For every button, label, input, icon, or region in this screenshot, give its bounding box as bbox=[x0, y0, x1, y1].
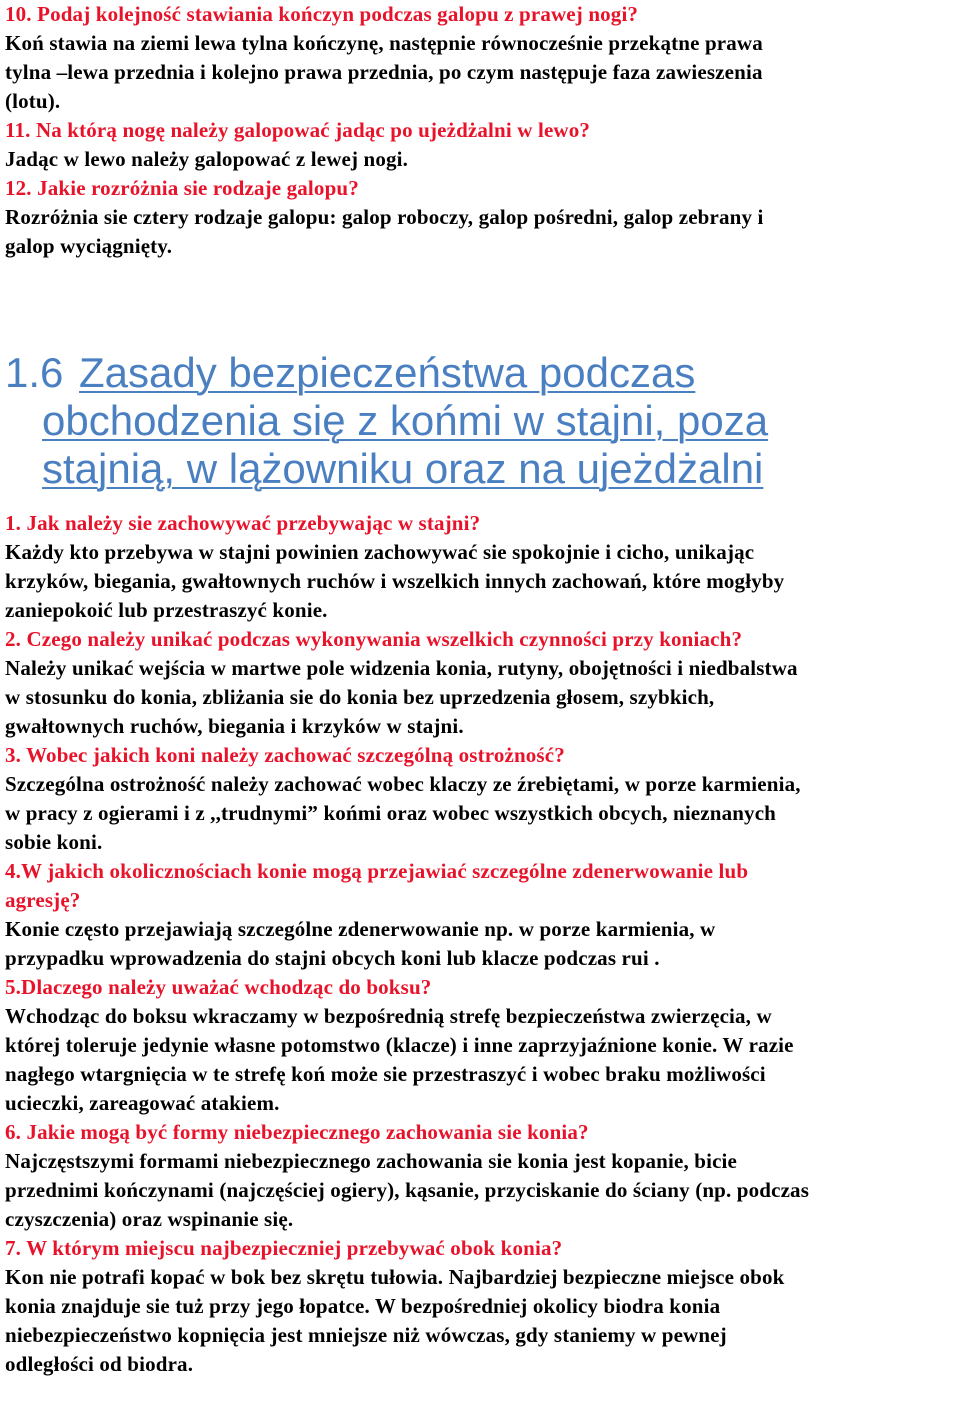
question-line: 5.Dlaczego należy uważać wchodząc do boksu? bbox=[5, 975, 432, 999]
section-heading bbox=[5, 349, 957, 493]
answer-line: Wchodząc do boksu wkraczamy w bezpośrednią strefę bezpieczeństwa zwierzęcia, w bbox=[5, 1004, 772, 1028]
answer-line: niebezpieczeństwo kopnięcia jest mniejsze niż wówczas, gdy staniemy w pewnej bbox=[5, 1323, 727, 1347]
answer-line: galop wyciągnięty. bbox=[5, 234, 173, 258]
qa-block-safety bbox=[5, 509, 957, 1379]
qa-block-galop bbox=[5, 0, 957, 261]
question-line: 1. Jak należy sie zachowywać przebywając w stajni? bbox=[5, 511, 481, 535]
section-title-part-1: Zasady bezpieczeństwa podczas bbox=[79, 349, 696, 396]
section-title-part-2: obchodzenia się z końmi w stajni, poza bbox=[42, 397, 769, 444]
question-line: 7. W którym miejscu najbezpieczniej przebywać obok konia? bbox=[5, 1236, 563, 1260]
answer-line: gwałtownych ruchów, biegania i krzyków w stajni. bbox=[5, 714, 464, 738]
section-heading-line-3 bbox=[5, 445, 957, 493]
answer-line: Szczególna ostrożność należy zachować wobec klaczy ze źrebiętami, w porze karmienia, bbox=[5, 772, 801, 796]
question-line: 6. Jakie mogą być formy niebezpiecznego zachowania sie konia? bbox=[5, 1120, 589, 1144]
question-line: 2. Czego należy unikać podczas wykonywania wszelkich czynności przy koniach? bbox=[5, 627, 743, 651]
question-line: agresję? bbox=[5, 888, 81, 912]
section-heading-line-1 bbox=[5, 349, 957, 397]
answer-line: ucieczki, zareagować atakiem. bbox=[5, 1091, 280, 1115]
section-heading-line-2 bbox=[5, 397, 957, 445]
answer-line: nagłego wtargnięcia w te strefę koń może sie przestraszyć i wobec braku możliwości bbox=[5, 1062, 766, 1086]
answer-line: przednimi kończynami (najczęściej ogiery), kąsanie, przyciskanie do ściany (np. podczas bbox=[5, 1178, 810, 1202]
answer-line: czyszczenia) oraz wspinanie się. bbox=[5, 1207, 294, 1231]
answer-line: Konie często przejawiają szczególne zdenerwowanie np. w porze karmienia, w bbox=[5, 917, 716, 941]
answer-line: Koń stawia na ziemi lewa tylna kończynę, następnie równocześnie przekątne prawa bbox=[5, 31, 763, 55]
answer-line: przypadku wprowadzenia do stajni obcych koni lub klacze podczas rui . bbox=[5, 946, 660, 970]
section-title-part-3: stajnią, w lążowniku oraz na ujeżdżalni bbox=[42, 445, 764, 492]
answer-line: Najczęstszymi formami niebezpiecznego zachowania sie konia jest kopanie, bicie bbox=[5, 1149, 738, 1173]
section-gap bbox=[5, 261, 957, 339]
answer-line: konia znajduje sie tuż przy jego łopatce. W bezpośredniej okolicy biodra konia bbox=[5, 1294, 721, 1318]
question-line: 3. Wobec jakich koni należy zachować szczególną ostrożność? bbox=[5, 743, 565, 767]
answer-line: Należy unikać wejścia w martwe pole widzenia konia, rutyny, obojętności i niedbalstwa bbox=[5, 656, 798, 680]
document-page bbox=[5, 0, 957, 1379]
answer-line: zaniepokoić lub przestraszyć konie. bbox=[5, 598, 328, 622]
answer-line: Każdy kto przebywa w stajni powinien zachowywać sie spokojnie i cicho, unikając bbox=[5, 540, 755, 564]
answer-line: w pracy z ogierami i z ,,trudnymi” końmi oraz wobec wszystkich obcych, nieznanych bbox=[5, 801, 777, 825]
question-line: 10. Podaj kolejność stawiania kończyn podczas galopu z prawej nogi? bbox=[5, 2, 639, 26]
question-line: 11. Na którą nogę należy galopować jadąc po ujeżdżalni w lewo? bbox=[5, 118, 591, 142]
answer-line: odległości od biodra. bbox=[5, 1352, 194, 1376]
question-line: 12. Jakie rozróżnia sie rodzaje galopu? bbox=[5, 176, 359, 200]
answer-line: której toleruje jedynie własne potomstwo (klacze) i inne zaprzyjaźnione konie. W razie bbox=[5, 1033, 794, 1057]
section-number: 1.6 bbox=[5, 349, 64, 396]
answer-line: krzyków, biegania, gwałtownych ruchów i wszelkich innych zachowań, które mogłyby bbox=[5, 569, 785, 593]
question-line: 4.W jakich okolicznościach konie mogą przejawiać szczególne zdenerwowanie lub bbox=[5, 859, 749, 883]
answer-line: w stosunku do konia, zbliżania sie do konia bez uprzedzenia głosem, szybkich, bbox=[5, 685, 715, 709]
answer-line: tylna –lewa przednia i kolejno prawa przednia, po czym następuje faza zawieszenia bbox=[5, 60, 763, 84]
answer-line: sobie koni. bbox=[5, 830, 103, 854]
answer-line: Kon nie potrafi kopać w bok bez skrętu tułowia. Najbardziej bezpieczne miejsce obok bbox=[5, 1265, 785, 1289]
answer-line: Rozróżnia sie cztery rodzaje galopu: galop roboczy, galop pośredni, galop zebrany i bbox=[5, 205, 764, 229]
answer-line: Jadąc w lewo należy galopować z lewej nogi. bbox=[5, 147, 409, 171]
answer-line: (lotu). bbox=[5, 89, 61, 113]
